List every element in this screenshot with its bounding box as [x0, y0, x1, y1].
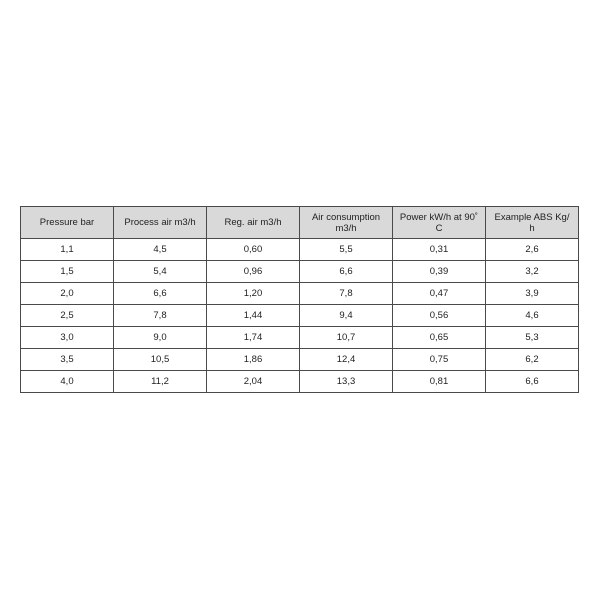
table-header	[21, 207, 579, 239]
cell-air-consumption: 12,4	[300, 349, 393, 371]
cell-process-air: 9,0	[114, 327, 207, 349]
header-row	[21, 207, 579, 239]
cell-pressure: 3,0	[21, 327, 114, 349]
cell-power: 0,39	[393, 261, 486, 283]
cell-pressure: 4,0	[21, 371, 114, 393]
specification-table	[20, 206, 579, 393]
cell-example-abs: 6,6	[486, 371, 579, 393]
cell-reg-air: 0,60	[207, 239, 300, 261]
table-row	[21, 239, 579, 261]
cell-air-consumption: 7,8	[300, 283, 393, 305]
table-row	[21, 349, 579, 371]
cell-reg-air: 0,96	[207, 261, 300, 283]
cell-pressure: 1,5	[21, 261, 114, 283]
header-process-air: Process air m3/h	[114, 207, 207, 239]
cell-reg-air: 2,04	[207, 371, 300, 393]
table-row	[21, 283, 579, 305]
cell-power: 0,56	[393, 305, 486, 327]
cell-example-abs: 2,6	[486, 239, 579, 261]
cell-process-air: 5,4	[114, 261, 207, 283]
cell-reg-air: 1,74	[207, 327, 300, 349]
table-row	[21, 327, 579, 349]
cell-reg-air: 1,44	[207, 305, 300, 327]
header-power: Power kW/h at 90˚ C	[393, 207, 486, 239]
cell-example-abs: 4,6	[486, 305, 579, 327]
cell-example-abs: 3,9	[486, 283, 579, 305]
cell-example-abs: 5,3	[486, 327, 579, 349]
cell-pressure: 3,5	[21, 349, 114, 371]
cell-air-consumption: 5,5	[300, 239, 393, 261]
cell-power: 0,75	[393, 349, 486, 371]
header-pressure-bar: Pressure bar	[21, 207, 114, 239]
cell-process-air: 10,5	[114, 349, 207, 371]
cell-example-abs: 6,2	[486, 349, 579, 371]
header-air-consumption: Air consumption m3/h	[300, 207, 393, 239]
cell-air-consumption: 10,7	[300, 327, 393, 349]
cell-power: 0,47	[393, 283, 486, 305]
table-row	[21, 261, 579, 283]
cell-air-consumption: 6,6	[300, 261, 393, 283]
cell-power: 0,31	[393, 239, 486, 261]
cell-air-consumption: 9,4	[300, 305, 393, 327]
table-row	[21, 305, 579, 327]
cell-process-air: 11,2	[114, 371, 207, 393]
cell-air-consumption: 13,3	[300, 371, 393, 393]
cell-power: 0,65	[393, 327, 486, 349]
cell-process-air: 4,5	[114, 239, 207, 261]
cell-process-air: 7,8	[114, 305, 207, 327]
table-body	[21, 239, 579, 393]
header-reg-air: Reg. air m3/h	[207, 207, 300, 239]
cell-power: 0,81	[393, 371, 486, 393]
cell-example-abs: 3,2	[486, 261, 579, 283]
table-row	[21, 371, 579, 393]
header-example-abs: Example ABS Kg/ h	[486, 207, 579, 239]
cell-pressure: 1,1	[21, 239, 114, 261]
cell-process-air: 6,6	[114, 283, 207, 305]
cell-reg-air: 1,86	[207, 349, 300, 371]
cell-pressure: 2,5	[21, 305, 114, 327]
cell-pressure: 2,0	[21, 283, 114, 305]
cell-reg-air: 1,20	[207, 283, 300, 305]
